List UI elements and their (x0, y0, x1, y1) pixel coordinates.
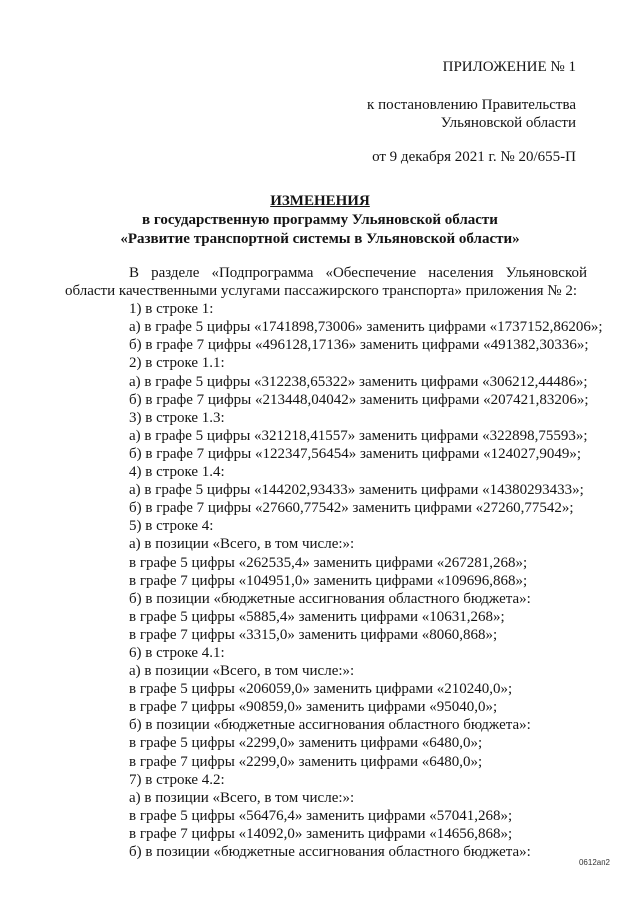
amendment-line: 2) в строке 1.1: (129, 355, 225, 372)
decree-date: от 9 декабря 2021 г. № 20/655-П (372, 149, 576, 165)
amendment-line: б) в графе 7 цифры «27660,77542» заменить цифрами «27260,77542»; (129, 500, 574, 517)
document-title (0, 192, 640, 249)
amendment-line: в графе 7 цифры «2299,0» заменить цифрами «6480,0»; (129, 753, 483, 770)
amendment-line: 1) в строке 1: (129, 301, 214, 318)
amendment-line: 7) в строке 4.2: (129, 771, 225, 788)
amendment-list (65, 300, 603, 861)
amendment-line: в графе 7 цифры «104951,0» заменить цифрами «109696,868»; (129, 572, 528, 589)
amendment-line: в графе 5 цифры «262535,4» заменить цифрами «267281,268»; (129, 554, 528, 571)
amendment-line: а) в графе 5 цифры «312238,65322» заменить цифрами «306212,44486»; (129, 373, 588, 390)
amendment-line: а) в позиции «Всего, в том числе:»: (129, 663, 355, 680)
amendment-line: а) в позиции «Всего, в том числе:»: (129, 789, 355, 806)
amendment-line: в графе 7 цифры «3315,0» заменить цифрами «8060,868»; (129, 626, 498, 643)
amendment-line: 4) в строке 1.4: (129, 464, 225, 481)
amendment-line: 5) в строке 4: (129, 518, 214, 535)
amendment-line: б) в графе 7 цифры «213448,04042» заменить цифрами «207421,83206»; (129, 391, 589, 408)
amendment-line: а) в графе 5 цифры «1741898,73006» заменить цифрами «1737152,86206»; (129, 319, 603, 336)
amendment-line: в графе 7 цифры «90859,0» заменить цифрами «95040,0»; (129, 699, 498, 716)
amendment-line: б) в позиции «бюджетные ассигнования областного бюджета»: (129, 844, 531, 860)
decree-line-2: Ульяновской области (440, 115, 576, 131)
decree-reference (367, 96, 576, 132)
amendment-line: б) в позиции «бюджетные ассигнования областного бюджета»: (129, 717, 531, 734)
amendment-line: в графе 5 цифры «2299,0» заменить цифрами «6480,0»; (129, 735, 483, 752)
appendix-label: ПРИЛОЖЕНИЕ № 1 (442, 59, 576, 75)
title-line-2: в государственную программу Ульяновской области (142, 212, 498, 228)
amendment-line: в графе 5 цифры «56476,4» заменить цифрами «57041,268»; (129, 807, 513, 824)
document-body (65, 264, 603, 861)
amendment-line: 6) в строке 4.1: (129, 644, 225, 661)
amendment-line: в графе 7 цифры «14092,0» заменить цифрами «14656,868»; (129, 825, 513, 842)
amendment-line: а) в графе 5 цифры «321218,41557» заменить цифрами «322898,75593»; (129, 427, 588, 444)
amendment-line: б) в графе 7 цифры «496128,17136» заменить цифрами «491382,30336»; (129, 337, 589, 354)
amendment-line: в графе 5 цифры «206059,0» заменить цифрами «210240,0»; (129, 681, 513, 698)
amendment-line: б) в позиции «бюджетные ассигнования областного бюджета»: (129, 590, 531, 607)
decree-line-1: к постановлению Правительства (367, 97, 576, 113)
intro-paragraph: В разделе «Подпрограмма «Обеспечение населения Ульяновской области качественными услугами пассажирского транспорта» приложения № 2: (65, 265, 587, 300)
footer-code: 0612ап2 (578, 858, 610, 867)
amendment-line: в графе 5 цифры «5885,4» заменить цифрами «10631,268»; (129, 608, 505, 625)
title-line-3: «Развитие транспортной системы в Ульяновской области» (120, 231, 520, 247)
amendment-line: а) в графе 5 цифры «144202,93433» заменить цифрами «14380293433»; (129, 482, 584, 499)
amendment-line: б) в графе 7 цифры «122347,56454» заменить цифрами «124027,9049»; (129, 445, 582, 462)
title-line-1: ИЗМЕНЕНИЯ (270, 193, 370, 209)
amendment-line: а) в позиции «Всего, в том числе:»: (129, 536, 355, 553)
amendment-line: 3) в строке 1.3: (129, 409, 225, 426)
